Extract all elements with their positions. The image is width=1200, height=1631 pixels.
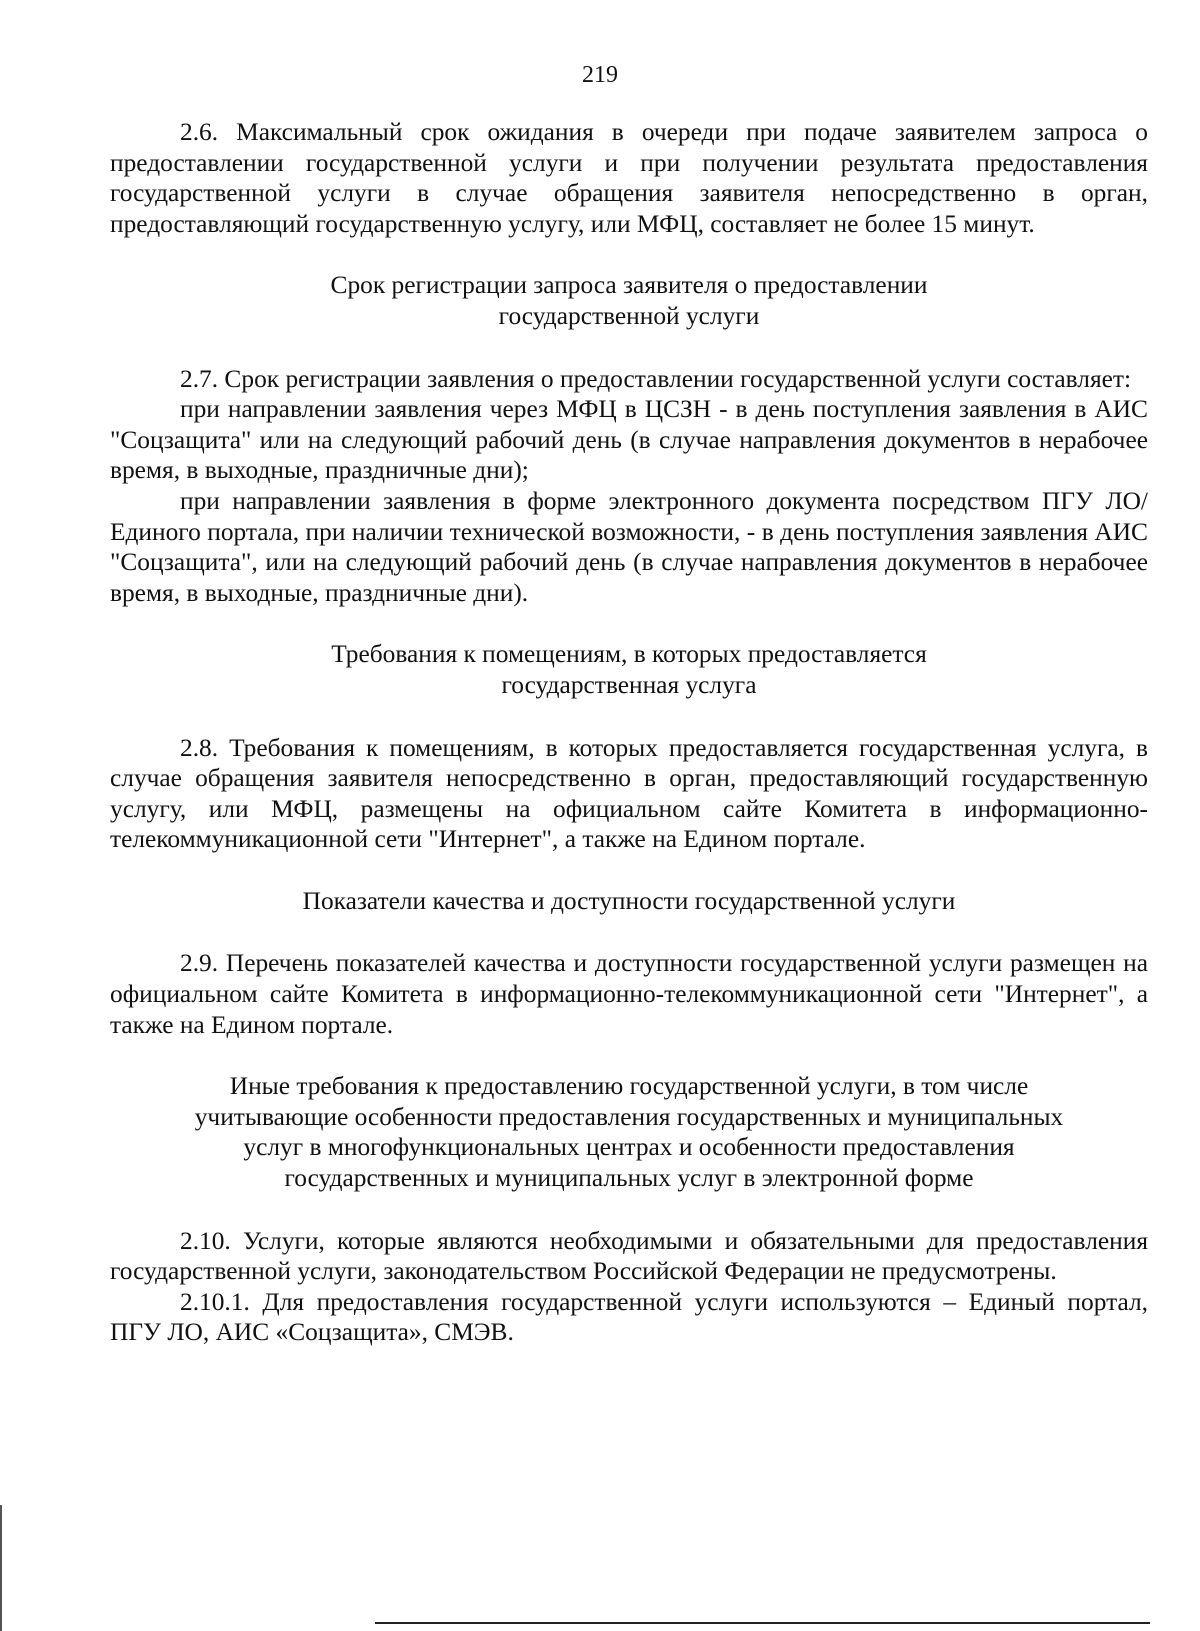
paragraph-2-8: 2.8. Требования к помещениям, в которых предоставляется государственная услуга, в случае обращения заявителя непосредственно в орган, предоставляющий государственную услугу, или МФЦ, размещены на официальном сайте Комитета в информационно-телекоммуникационной сети "Интернет", а также на Едином портале. bbox=[110, 733, 1148, 854]
paragraph-2-10: 2.10. Услуги, которые являются необходимыми и обязательными для предоставления государственной услуги, законодательством Российской Федерации не предусмотрены. bbox=[110, 1226, 1148, 1286]
heading-other-line-4: государственных и муниципальных услуг в электронной форме bbox=[284, 1164, 974, 1193]
heading-other-line-1: Иные требования к предоставлению государственной услуги, в том числе bbox=[229, 1072, 1029, 1101]
paragraph-2-7: 2.7. Срок регистрации заявления о предоставлении государственной услуги составляет: bbox=[180, 364, 1132, 393]
heading-quality-indicators: Показатели качества и доступности государственной услуги bbox=[302, 886, 956, 915]
heading-premises-line-1: Требования к помещениям, в которых предоставляется bbox=[331, 640, 927, 669]
heading-registration-term bbox=[110, 270, 1148, 331]
paragraph-2-6: 2.6. Максимальный срок ожидания в очереди при подаче заявителем запроса о предоставлении государственной услуги и при получении результата предоставления государственной услуги в случае обращения заявителя непосредственно в орган, предоставляющий государственную услугу, или МФЦ, составляет не более 15 минут. bbox=[110, 118, 1148, 238]
page-number: 219 bbox=[582, 62, 618, 88]
heading-other-line-2: учитывающие особенности предоставления государственных и муниципальных bbox=[194, 1102, 1064, 1131]
heading-registration-term-line-2: государственной услуги bbox=[498, 301, 760, 330]
heading-premises-requirements bbox=[110, 639, 1148, 700]
heading-registration-term-line-1: Срок регистрации запроса заявителя о предоставлении bbox=[330, 271, 928, 300]
paragraph-2-7-electronic: при направлении заявления в форме электронного документа посредством ПГУ ЛО/Единого портала, при наличии технической возможности, - в день поступления заявления АИС "Соцзащита", или на следующий рабочий день (в случае направления документов в нерабочее время, в выходные, праздничные дни). bbox=[110, 486, 1148, 607]
paragraph-2-9: 2.9. Перечень показателей качества и доступности государственной услуги размещен на официальном сайте Комитета в информационно-телекоммуникационной сети "Интернет", а также на Едином портале. bbox=[110, 949, 1148, 1039]
bottom-rule bbox=[375, 1622, 1150, 1624]
heading-other-line-3: услуг в многофункциональных центрах и особенности предоставления bbox=[243, 1133, 1015, 1162]
paragraph-2-7-mfc: при направлении заявления через МФЦ в ЦСЗН - в день поступления заявления в АИС "Соцзащита" или на следующий рабочий день (в случае направления документов в нерабочее время, в выходные, праздничные дни); bbox=[110, 395, 1148, 485]
heading-other-requirements bbox=[110, 1071, 1148, 1193]
paragraph-2-10-1: 2.10.1. Для предоставления государственной услуги используются – Единый портал, ПГУ ЛО, АИС «Соцзащита», СМЭВ. bbox=[110, 1287, 1148, 1347]
document-body bbox=[110, 117, 1148, 1348]
heading-premises-line-2: государственная услуга bbox=[501, 670, 757, 699]
scan-edge-mark bbox=[0, 1505, 2, 1631]
